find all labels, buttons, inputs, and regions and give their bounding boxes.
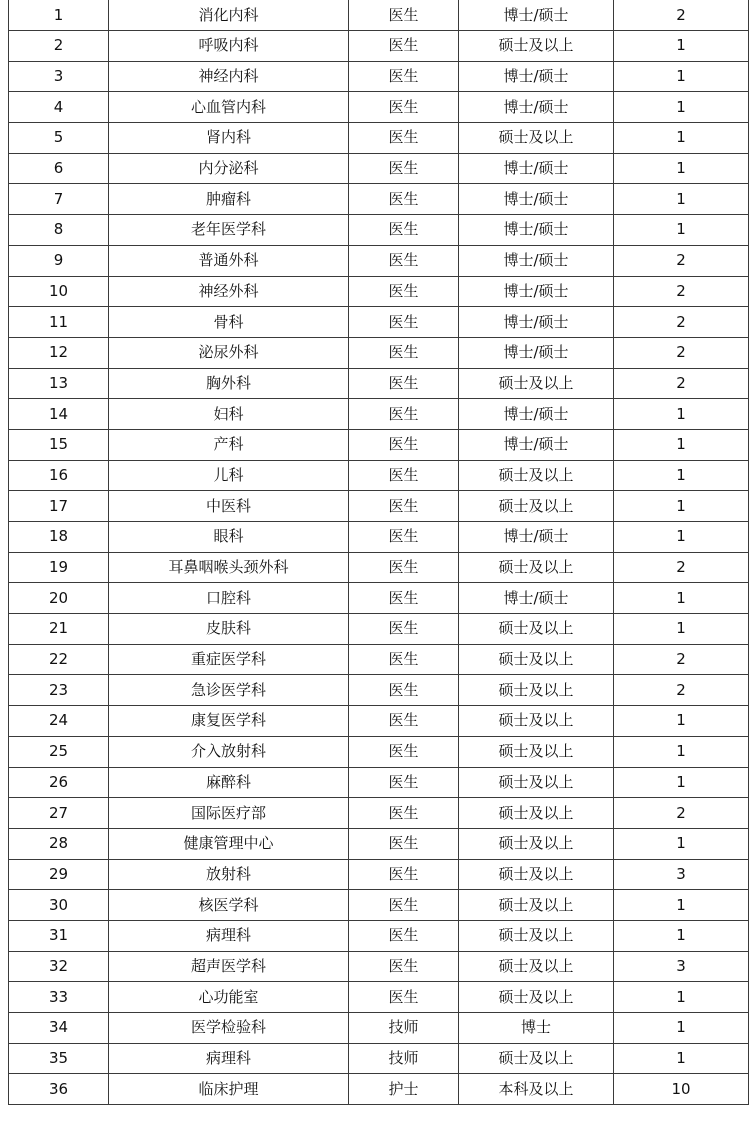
headcount-cell: 1 — [614, 184, 749, 215]
headcount-cell: 2 — [614, 307, 749, 338]
department-cell: 病理科 — [109, 1043, 349, 1074]
position-cell: 技师 — [349, 1043, 459, 1074]
position-cell: 医生 — [349, 123, 459, 154]
table-row — [9, 491, 749, 522]
education-cell: 博士/硕士 — [459, 245, 614, 276]
row-number-cell: 36 — [9, 1074, 109, 1105]
department-cell: 普通外科 — [109, 245, 349, 276]
department-cell: 胸外科 — [109, 368, 349, 399]
row-number-cell: 32 — [9, 951, 109, 982]
row-number-cell: 34 — [9, 1013, 109, 1044]
row-number-cell: 3 — [9, 61, 109, 92]
position-cell: 医生 — [349, 184, 459, 215]
department-cell: 心功能室 — [109, 982, 349, 1013]
position-cell: 医生 — [349, 215, 459, 246]
education-cell: 硕士及以上 — [459, 491, 614, 522]
headcount-cell: 3 — [614, 951, 749, 982]
table-row — [9, 951, 749, 982]
education-cell: 博士/硕士 — [459, 0, 614, 31]
table-row — [9, 184, 749, 215]
headcount-cell: 3 — [614, 859, 749, 890]
table-row — [9, 982, 749, 1013]
headcount-cell: 1 — [614, 767, 749, 798]
position-cell: 医生 — [349, 675, 459, 706]
education-cell: 硕士及以上 — [459, 982, 614, 1013]
department-cell: 口腔科 — [109, 583, 349, 614]
headcount-cell: 10 — [614, 1074, 749, 1105]
row-number-cell: 18 — [9, 522, 109, 553]
table-row — [9, 1074, 749, 1105]
department-cell: 泌尿外科 — [109, 337, 349, 368]
education-cell: 硕士及以上 — [459, 368, 614, 399]
row-number-cell: 23 — [9, 675, 109, 706]
education-cell: 硕士及以上 — [459, 123, 614, 154]
department-cell: 健康管理中心 — [109, 828, 349, 859]
department-cell: 康复医学科 — [109, 706, 349, 737]
position-cell: 医生 — [349, 798, 459, 829]
department-cell: 骨科 — [109, 307, 349, 338]
position-cell: 医生 — [349, 61, 459, 92]
table-row — [9, 736, 749, 767]
education-cell: 博士/硕士 — [459, 307, 614, 338]
department-cell: 肾内科 — [109, 123, 349, 154]
row-number-cell: 16 — [9, 460, 109, 491]
education-cell: 博士/硕士 — [459, 583, 614, 614]
row-number-cell: 1 — [9, 0, 109, 31]
row-number-cell: 8 — [9, 215, 109, 246]
position-cell: 医生 — [349, 399, 459, 430]
position-cell: 医生 — [349, 307, 459, 338]
education-cell: 硕士及以上 — [459, 859, 614, 890]
education-cell: 博士/硕士 — [459, 61, 614, 92]
education-cell: 硕士及以上 — [459, 31, 614, 62]
position-cell: 医生 — [349, 828, 459, 859]
headcount-cell: 1 — [614, 460, 749, 491]
education-cell: 硕士及以上 — [459, 614, 614, 645]
department-cell: 医学检验科 — [109, 1013, 349, 1044]
department-cell: 消化内科 — [109, 0, 349, 31]
headcount-cell: 1 — [614, 491, 749, 522]
education-cell: 硕士及以上 — [459, 798, 614, 829]
headcount-cell: 2 — [614, 245, 749, 276]
headcount-cell: 1 — [614, 92, 749, 123]
education-cell: 硕士及以上 — [459, 951, 614, 982]
headcount-cell: 1 — [614, 522, 749, 553]
table-row — [9, 61, 749, 92]
position-cell: 医生 — [349, 31, 459, 62]
table-row — [9, 920, 749, 951]
department-cell: 神经外科 — [109, 276, 349, 307]
headcount-cell: 2 — [614, 368, 749, 399]
education-cell: 博士/硕士 — [459, 153, 614, 184]
headcount-cell: 1 — [614, 429, 749, 460]
position-cell: 医生 — [349, 92, 459, 123]
headcount-cell: 2 — [614, 798, 749, 829]
education-cell: 硕士及以上 — [459, 736, 614, 767]
table-row — [9, 828, 749, 859]
table-row — [9, 276, 749, 307]
headcount-cell: 2 — [614, 0, 749, 31]
position-cell: 医生 — [349, 920, 459, 951]
education-cell: 博士/硕士 — [459, 522, 614, 553]
department-cell: 内分泌科 — [109, 153, 349, 184]
row-number-cell: 21 — [9, 614, 109, 645]
department-cell: 老年医学科 — [109, 215, 349, 246]
position-cell: 医生 — [349, 706, 459, 737]
headcount-cell: 1 — [614, 920, 749, 951]
department-cell: 放射科 — [109, 859, 349, 890]
row-number-cell: 29 — [9, 859, 109, 890]
position-cell: 医生 — [349, 614, 459, 645]
table-row — [9, 245, 749, 276]
education-cell: 博士/硕士 — [459, 337, 614, 368]
position-cell: 医生 — [349, 583, 459, 614]
department-cell: 麻醉科 — [109, 767, 349, 798]
position-cell: 医生 — [349, 736, 459, 767]
headcount-cell: 1 — [614, 828, 749, 859]
position-cell: 医生 — [349, 276, 459, 307]
department-cell: 心血管内科 — [109, 92, 349, 123]
department-cell: 皮肤科 — [109, 614, 349, 645]
department-cell: 产科 — [109, 429, 349, 460]
row-number-cell: 19 — [9, 552, 109, 583]
row-number-cell: 28 — [9, 828, 109, 859]
table-row — [9, 1043, 749, 1074]
table-row — [9, 552, 749, 583]
row-number-cell: 11 — [9, 307, 109, 338]
table-row — [9, 1013, 749, 1044]
table-row — [9, 215, 749, 246]
education-cell: 博士/硕士 — [459, 429, 614, 460]
education-cell: 硕士及以上 — [459, 552, 614, 583]
education-cell: 硕士及以上 — [459, 767, 614, 798]
row-number-cell: 35 — [9, 1043, 109, 1074]
department-cell: 儿科 — [109, 460, 349, 491]
department-cell: 临床护理 — [109, 1074, 349, 1105]
headcount-cell: 1 — [614, 736, 749, 767]
education-cell: 博士 — [459, 1013, 614, 1044]
position-cell: 医生 — [349, 460, 459, 491]
table-row — [9, 399, 749, 430]
department-cell: 介入放射科 — [109, 736, 349, 767]
headcount-cell: 1 — [614, 31, 749, 62]
education-cell: 博士/硕士 — [459, 215, 614, 246]
department-cell: 眼科 — [109, 522, 349, 553]
education-cell: 硕士及以上 — [459, 706, 614, 737]
row-number-cell: 15 — [9, 429, 109, 460]
department-cell: 超声医学科 — [109, 951, 349, 982]
education-cell: 硕士及以上 — [459, 644, 614, 675]
recruitment-table-container — [8, 0, 748, 1105]
row-number-cell: 13 — [9, 368, 109, 399]
headcount-cell: 1 — [614, 399, 749, 430]
department-cell: 肿瘤科 — [109, 184, 349, 215]
table-row — [9, 767, 749, 798]
headcount-cell: 1 — [614, 583, 749, 614]
row-number-cell: 22 — [9, 644, 109, 675]
position-cell: 医生 — [349, 522, 459, 553]
table-row — [9, 337, 749, 368]
position-cell: 护士 — [349, 1074, 459, 1105]
table-row — [9, 706, 749, 737]
table-row — [9, 460, 749, 491]
row-number-cell: 17 — [9, 491, 109, 522]
education-cell: 本科及以上 — [459, 1074, 614, 1105]
table-row — [9, 429, 749, 460]
position-cell: 医生 — [349, 337, 459, 368]
table-row — [9, 583, 749, 614]
row-number-cell: 14 — [9, 399, 109, 430]
recruitment-table — [8, 0, 749, 1105]
position-cell: 医生 — [349, 890, 459, 921]
table-row — [9, 153, 749, 184]
headcount-cell: 1 — [614, 890, 749, 921]
table-row — [9, 522, 749, 553]
row-number-cell: 30 — [9, 890, 109, 921]
position-cell: 医生 — [349, 245, 459, 276]
education-cell: 硕士及以上 — [459, 890, 614, 921]
headcount-cell: 1 — [614, 215, 749, 246]
position-cell: 医生 — [349, 951, 459, 982]
headcount-cell: 1 — [614, 706, 749, 737]
table-row — [9, 890, 749, 921]
table-row — [9, 31, 749, 62]
headcount-cell: 1 — [614, 123, 749, 154]
headcount-cell: 1 — [614, 614, 749, 645]
row-number-cell: 25 — [9, 736, 109, 767]
table-row — [9, 798, 749, 829]
department-cell: 病理科 — [109, 920, 349, 951]
table-row — [9, 614, 749, 645]
row-number-cell: 20 — [9, 583, 109, 614]
row-number-cell: 2 — [9, 31, 109, 62]
education-cell: 硕士及以上 — [459, 460, 614, 491]
headcount-cell: 2 — [614, 276, 749, 307]
department-cell: 急诊医学科 — [109, 675, 349, 706]
headcount-cell: 1 — [614, 153, 749, 184]
education-cell: 硕士及以上 — [459, 920, 614, 951]
education-cell: 博士/硕士 — [459, 399, 614, 430]
headcount-cell: 1 — [614, 982, 749, 1013]
department-cell: 中医科 — [109, 491, 349, 522]
department-cell: 呼吸内科 — [109, 31, 349, 62]
table-row — [9, 0, 749, 31]
education-cell: 硕士及以上 — [459, 828, 614, 859]
row-number-cell: 31 — [9, 920, 109, 951]
row-number-cell: 4 — [9, 92, 109, 123]
headcount-cell: 2 — [614, 552, 749, 583]
row-number-cell: 26 — [9, 767, 109, 798]
department-cell: 神经内科 — [109, 61, 349, 92]
headcount-cell: 1 — [614, 61, 749, 92]
department-cell: 妇科 — [109, 399, 349, 430]
department-cell: 耳鼻咽喉头颈外科 — [109, 552, 349, 583]
table-body — [9, 0, 749, 1105]
table-row — [9, 644, 749, 675]
row-number-cell: 5 — [9, 123, 109, 154]
education-cell: 硕士及以上 — [459, 1043, 614, 1074]
position-cell: 医生 — [349, 153, 459, 184]
position-cell: 医生 — [349, 491, 459, 522]
table-row — [9, 368, 749, 399]
department-cell: 国际医疗部 — [109, 798, 349, 829]
department-cell: 核医学科 — [109, 890, 349, 921]
row-number-cell: 9 — [9, 245, 109, 276]
table-row — [9, 123, 749, 154]
headcount-cell: 1 — [614, 1013, 749, 1044]
position-cell: 技师 — [349, 1013, 459, 1044]
row-number-cell: 12 — [9, 337, 109, 368]
position-cell: 医生 — [349, 0, 459, 31]
position-cell: 医生 — [349, 552, 459, 583]
row-number-cell: 24 — [9, 706, 109, 737]
position-cell: 医生 — [349, 429, 459, 460]
position-cell: 医生 — [349, 982, 459, 1013]
headcount-cell: 2 — [614, 675, 749, 706]
position-cell: 医生 — [349, 644, 459, 675]
education-cell: 博士/硕士 — [459, 276, 614, 307]
row-number-cell: 7 — [9, 184, 109, 215]
table-row — [9, 859, 749, 890]
education-cell: 硕士及以上 — [459, 675, 614, 706]
row-number-cell: 10 — [9, 276, 109, 307]
headcount-cell: 1 — [614, 1043, 749, 1074]
position-cell: 医生 — [349, 368, 459, 399]
row-number-cell: 27 — [9, 798, 109, 829]
position-cell: 医生 — [349, 767, 459, 798]
headcount-cell: 2 — [614, 337, 749, 368]
table-row — [9, 92, 749, 123]
table-row — [9, 307, 749, 338]
department-cell: 重症医学科 — [109, 644, 349, 675]
position-cell: 医生 — [349, 859, 459, 890]
row-number-cell: 33 — [9, 982, 109, 1013]
table-row — [9, 675, 749, 706]
row-number-cell: 6 — [9, 153, 109, 184]
headcount-cell: 2 — [614, 644, 749, 675]
education-cell: 博士/硕士 — [459, 92, 614, 123]
education-cell: 博士/硕士 — [459, 184, 614, 215]
